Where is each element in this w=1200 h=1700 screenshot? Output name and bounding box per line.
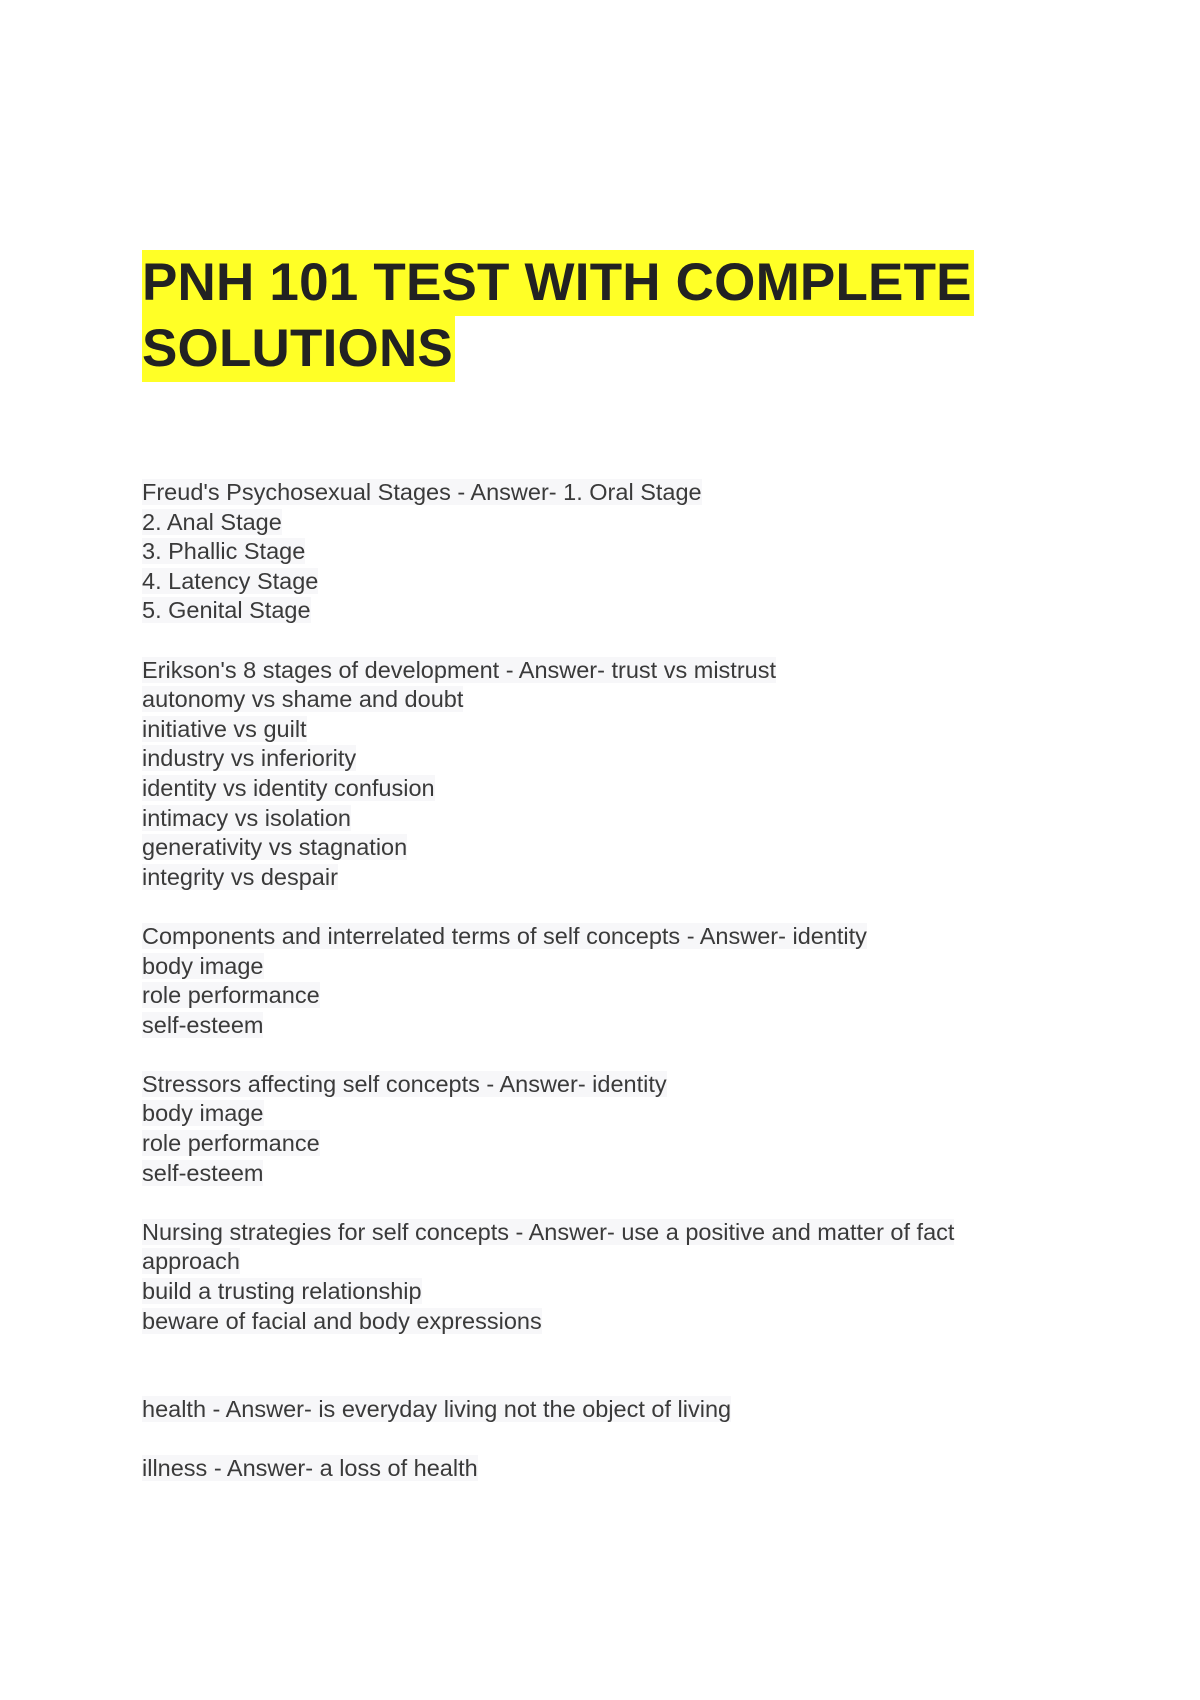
- qa-line: beware of facial and body expressions: [142, 1307, 542, 1334]
- qa-line: body image: [142, 952, 264, 979]
- qa-line: Components and interrelated terms of self concepts - Answer- identity: [142, 922, 867, 949]
- qa-line: 5. Genital Stage: [142, 597, 311, 624]
- qa-line: generativity vs stagnation: [142, 834, 408, 861]
- qa-line: Erikson's 8 stages of development - Answer- trust vs mistrust: [142, 656, 776, 683]
- document-title: [142, 250, 1042, 382]
- qa-item-nursing-strategies: [142, 1218, 1042, 1336]
- qa-item-health: [142, 1395, 1042, 1425]
- qa-item-illness: [142, 1454, 1042, 1484]
- title-line-1: PNH 101 TEST WITH COMPLETE: [142, 250, 974, 316]
- qa-line: illness - Answer- a loss of health: [142, 1455, 478, 1482]
- qa-line: role performance: [142, 1130, 320, 1157]
- qa-line: identity vs identity confusion: [142, 774, 435, 801]
- qa-line: Freud's Psychosexual Stages - Answer- 1. Oral Stage: [142, 479, 702, 505]
- qa-line: build a trusting relationship: [142, 1278, 422, 1305]
- qa-line: integrity vs despair: [142, 863, 338, 890]
- qa-item-erikson: [142, 656, 1042, 893]
- qa-line: intimacy vs isolation: [142, 804, 351, 831]
- qa-line: Nursing strategies for self concepts - Answer- use a positive and matter of fact: [142, 1218, 955, 1245]
- qa-line: approach: [142, 1248, 240, 1275]
- qa-line: 2. Anal Stage: [142, 508, 282, 535]
- qa-line: autonomy vs shame and doubt: [142, 686, 464, 713]
- qa-line: 4. Latency Stage: [142, 567, 319, 594]
- qa-line: self-esteem: [142, 1011, 264, 1038]
- qa-line: health - Answer- is everyday living not the object of living: [142, 1396, 732, 1423]
- title-line-2: SOLUTIONS: [142, 316, 455, 382]
- qa-line: body image: [142, 1100, 264, 1127]
- qa-line: 3. Phallic Stage: [142, 538, 306, 565]
- qa-line: initiative vs guilt: [142, 715, 307, 742]
- qa-line: role performance: [142, 982, 320, 1009]
- qa-list: [142, 478, 1042, 1484]
- qa-item-self-concept-components: [142, 922, 1042, 1040]
- qa-item-stressors: [142, 1070, 1042, 1188]
- qa-line: self-esteem: [142, 1159, 264, 1186]
- qa-line: industry vs inferiority: [142, 745, 357, 772]
- qa-item-freud: [142, 478, 1042, 626]
- qa-line: Stressors affecting self concepts - Answer- identity: [142, 1070, 667, 1097]
